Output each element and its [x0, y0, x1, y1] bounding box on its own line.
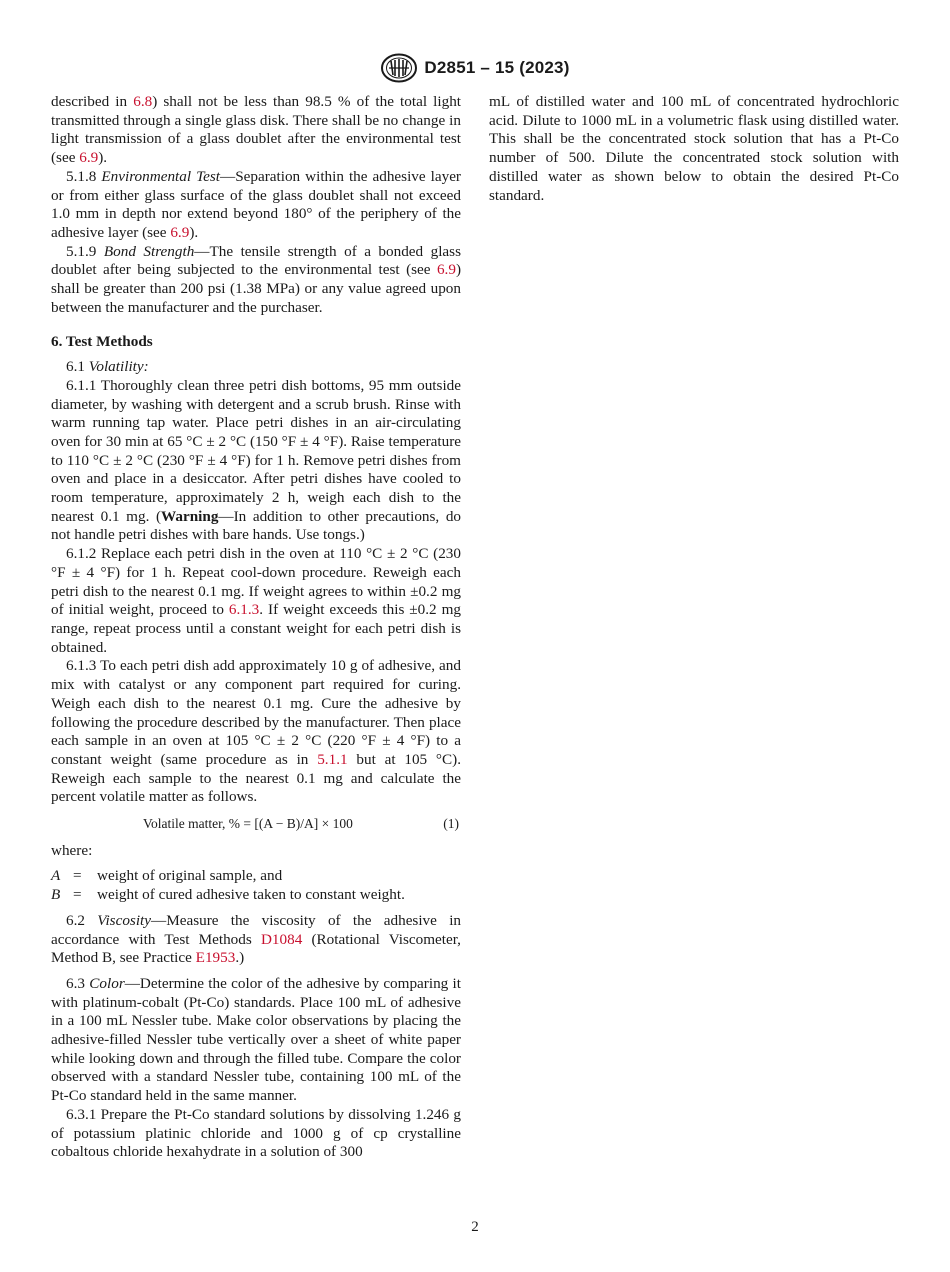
definition-list: [51, 867, 461, 904]
text-span: —The tensile strength of a bonded glass doublet after being subjected to the environmental test (see: [51, 242, 461, 279]
text-span: —Determine the color of the adhesive by comparing it with platinum-cobalt (Pt-Co) standards. Place 100 mL of adhesive in a 100 mL Nessler tube. Make color observations by placing the adhesive-filled Nessler tube vertically over a sheet of white paper while looking down and through the filled tube. Compare the color observed with a standard Nessler tube, containing 100 mL of the Pt-Co standard held in the same manner.: [51, 974, 461, 1105]
clause-title: Bond Strength: [103, 242, 195, 260]
link-6-9[interactable]: 6.9: [170, 223, 190, 241]
paragraph-6-1-2: [51, 545, 461, 657]
definition-equals: =: [73, 867, 82, 885]
warning-label: Warning: [161, 507, 219, 525]
clause-number: 5.1.9: [66, 242, 104, 260]
paragraph-6-1-1: [51, 377, 461, 545]
text-span: 6.1.1 Thoroughly clean three petri dish bottoms, 95 mm outside diameter, by washing with detergent and a scrub brush. Rinse with warm running tap water. Place petri dishes in an air-circulating oven for 30 min at 65 °C ± 2 °C (150 °F ± 4 °F). Raise temperature to 110 °C ± 2 °C (230 °F ± 4 °F) for 1 h. Remove petri dishes from oven and place in a desiccator. After petri dishes have cooled to room temperature, approximately 2 h, weigh each dish to the nearest 0.1 mg. (: [51, 376, 461, 525]
paragraph-5-1-8: [51, 168, 461, 243]
clause-title: Environmental Test: [101, 167, 220, 185]
section-heading-test-methods: 6. Test Methods: [51, 333, 153, 351]
page-number: 2: [471, 1219, 479, 1235]
clause-title: Viscosity: [97, 911, 152, 929]
clause-number: 6.1: [66, 358, 89, 376]
left-column: [51, 93, 461, 1162]
paragraph-6-1-3: [51, 657, 461, 807]
definition-symbol: B: [51, 886, 61, 904]
paragraph-6-3: [51, 975, 461, 1106]
text-span: described in: [51, 93, 134, 110]
paragraph-5-1-7-continued: [51, 93, 461, 168]
text-span: ) shall be greater than 200 psi (1.38 MPa) or any value agreed upon between the manufacturer and the purchaser.: [51, 261, 461, 316]
text-span: ) shall not be less than 98.5 % of the total light transmitted through a single glass disk. There shall be no change in light transmission of a glass doublet after the environmental test (see: [51, 93, 462, 167]
equation-body: Volatile matter, % = [(A − B)/A] × 100: [143, 816, 353, 832]
link-5-1-1[interactable]: 5.1.1: [317, 750, 348, 768]
text-span: —In addition to other precautions, do not handle petri dishes with bare hands. Use tongs.): [51, 507, 462, 544]
astm-logo-icon: [380, 53, 418, 83]
text-span: .): [235, 949, 245, 967]
link-d1084[interactable]: D1084: [260, 930, 303, 948]
text-span: (Rotational Viscometer, Method B, see Practice: [51, 930, 461, 967]
text-span: ).: [189, 223, 199, 241]
link-6-9[interactable]: 6.9: [436, 261, 456, 279]
equation-number: (1): [443, 816, 459, 832]
link-6-8[interactable]: 6.8: [133, 93, 153, 110]
text-span: . If weight exceeds this ±0.2 mg range, repeat process until a constant weight for each petri dish is obtained.: [51, 601, 461, 656]
paragraph-6-3-1: [51, 1106, 461, 1162]
clause-number: 5.1.8: [66, 167, 102, 185]
definition-equals: =: [73, 886, 82, 904]
text-span: 6.1.3 To each petri dish add approximately 10 g of adhesive, and mix with catalyst or any component part required for curing. Weigh each dish to the nearest 0.1 mg. Cure the adhesive by following the procedure described by the manufacturer. Then place each sample in an oven at 105 °C ± 2 °C (220 °F ± 4 °F) to a constant weight (same procedure as in: [51, 657, 461, 768]
definition-text: weight of original sample, and: [97, 867, 283, 885]
clause-number: 6.3: [66, 974, 90, 992]
text-span: ).: [98, 149, 108, 167]
text-span: 6.1.2 Replace each petri dish in the oven at 110 °C ± 2 °C (230 °F ± 4 °F) for 1 h. Repeat cool-down procedure. Reweigh each petri dish to the nearest 0.1 mg. If weight agrees to within ±0.2 mg of initial weight, proceed to: [51, 545, 461, 619]
link-6-9[interactable]: 6.9: [79, 149, 99, 167]
definition-item: [51, 867, 461, 886]
text-span: —Measure the viscosity of the adhesive in accordance with Test Methods: [51, 911, 462, 948]
equation-1: [51, 815, 461, 834]
paragraph-6-2: [51, 912, 461, 968]
definition-item: [51, 886, 461, 905]
right-column: [489, 93, 899, 205]
clause-title: Color: [89, 974, 125, 992]
text-span: —Separation within the adhesive layer or from either glass surface of the glass doublet shall not exceed 1.0 mm in depth nor extend beyond 180° of the periphery of the adhesive layer (see: [51, 167, 461, 241]
definition-text: weight of cured adhesive taken to constant weight.: [97, 886, 405, 904]
text-span: 6.3.1 Prepare the Pt-Co standard solutions by dissolving 1.246 g of potassium platinic chloride and 1000 g of cp crystalline cobaltous chloride hexahydrate in a solution of 300: [51, 1105, 461, 1161]
definition-symbol: A: [51, 867, 61, 885]
paragraph-6-3-1-continued: mL of distilled water and 100 mL of concentrated hydrochloric acid. Dilute to 1000 mL in a volumetric flask using distilled water. This shall be the concentrated stock solution that has a Pt-Co number of 500. Dilute the concentrated stock solution with distilled water as shown below to obtain the desired Pt-Co standard.: [489, 93, 899, 204]
paragraph-5-1-9: [51, 243, 461, 318]
paragraph-6-1: [51, 358, 461, 377]
document-designation: D2851 – 15 (2023): [424, 58, 570, 77]
link-6-1-3[interactable]: 6.1.3: [228, 601, 260, 619]
text-span: but at 105 °C). Reweigh each sample to the nearest 0.1 mg and calculate the percent volatile matter as follows.: [51, 750, 461, 806]
where-label: where:: [51, 841, 93, 859]
page-header: [0, 52, 950, 84]
clause-title: Volatility:: [88, 358, 149, 376]
clause-number: 6.2: [66, 911, 98, 929]
link-e1953[interactable]: E1953: [195, 949, 236, 967]
